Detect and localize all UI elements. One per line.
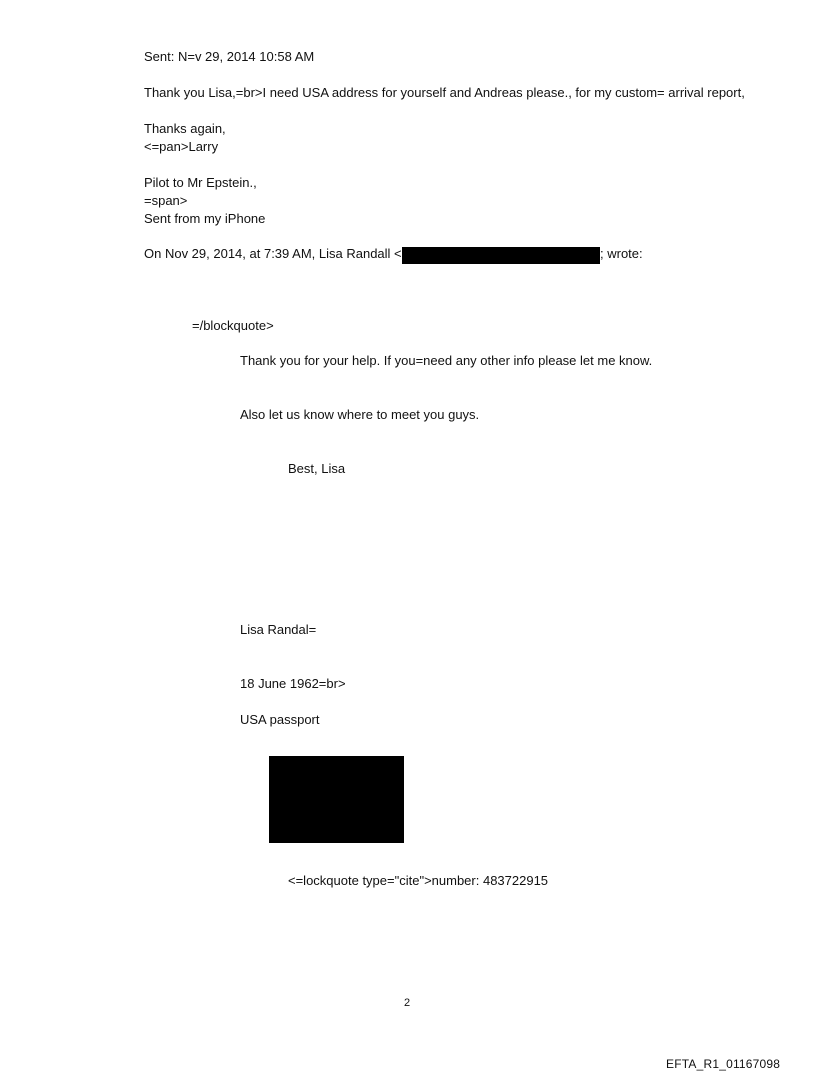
redaction-email-address <box>402 247 600 264</box>
body-line: Thank you Lisa,=br>I need USA address for yourself and Andreas please., for my custom= arrival report, <box>144 85 745 100</box>
redaction-passport-image <box>269 756 404 843</box>
name-line: Lisa Randal= <box>240 622 317 637</box>
signature-name-line: <=pan>Larry <box>144 139 219 154</box>
pilot-line: Pilot to Mr Epstein., <box>144 175 257 190</box>
quote-intro-prefix: On Nov 29, 2014, at 7:39 AM, Lisa Randall < <box>144 246 402 261</box>
page-number: 2 <box>404 997 411 1009</box>
best-line: Best, Lisa <box>288 461 346 476</box>
iphone-line: Sent from my iPhone <box>144 211 266 226</box>
bates-id: EFTA_R1_01167098 <box>666 1057 781 1071</box>
passport-number-line: <=lockquote type="cite">number: 483722915 <box>288 873 549 888</box>
help-line: Thank you for your help. If you=need any other info please let me know. <box>240 353 653 368</box>
quote-intro-suffix: ; wrote: <box>600 246 643 261</box>
passport-line: USA passport <box>240 712 320 727</box>
span-line: =span> <box>144 193 188 208</box>
thanks-line: Thanks again, <box>144 121 226 136</box>
dob-line: 18 June 1962=br> <box>240 676 346 691</box>
sent-line: Sent: N=v 29, 2014 10:58 AM <box>144 49 315 64</box>
meet-line: Also let us know where to meet you guys. <box>240 407 480 422</box>
blockquote-close-line: =/blockquote> <box>192 318 274 333</box>
